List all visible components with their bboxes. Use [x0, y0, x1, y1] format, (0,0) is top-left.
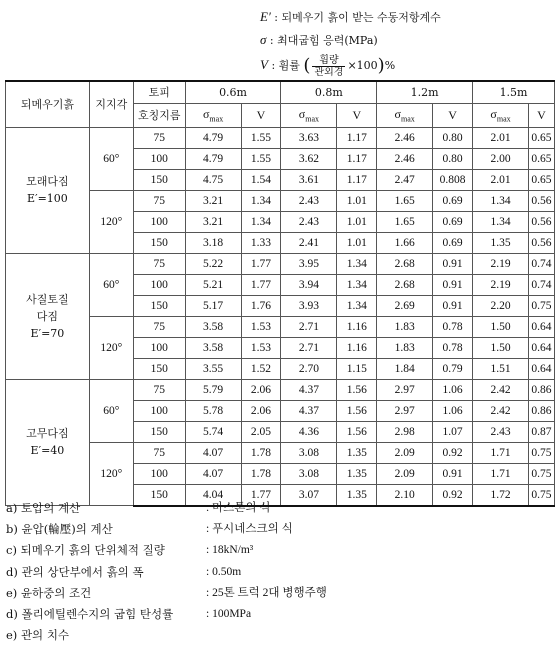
legend-sigma-symbol: σ [260, 32, 267, 47]
sigma-max-cell: 2.19 [473, 253, 529, 274]
deflection-cell: 1.78 [241, 463, 281, 484]
sigma-max-cell: 2.46 [377, 127, 433, 148]
deflection-cell: 1.01 [337, 190, 377, 211]
deflection-cell: 1.17 [337, 127, 377, 148]
sigma-max-cell: 3.58 [185, 337, 241, 358]
deflection-cell: 1.06 [433, 400, 473, 421]
sigma-max-cell: 2.97 [377, 400, 433, 421]
sigma-max-cell: 2.01 [473, 127, 529, 148]
sigma-max-cell: 4.04 [185, 484, 241, 506]
sigma-max-cell: 1.84 [377, 358, 433, 379]
header-depth-2: 1.2m [377, 81, 473, 103]
legend-v-symbol: V [260, 57, 268, 72]
deflection-cell: 0.56 [528, 232, 554, 253]
support-angle-cell: 120° [89, 190, 133, 253]
support-angle-cell: 60° [89, 253, 133, 316]
deflection-cell: 1.01 [337, 211, 377, 232]
deflection-cell: 0.86 [528, 379, 554, 400]
deflection-cell: 1.76 [241, 295, 281, 316]
deflection-fraction [312, 55, 345, 78]
sigma-max-cell: 2.42 [473, 379, 529, 400]
support-angle-cell: 60° [89, 127, 133, 190]
header-v: V [241, 103, 281, 127]
sigma-max-cell: 1.34 [473, 211, 529, 232]
sigma-max-cell: 2.98 [377, 421, 433, 442]
deflection-cell: 1.35 [337, 463, 377, 484]
nominal-diameter-cell: 150 [133, 484, 185, 506]
support-angle-cell: 120° [89, 316, 133, 379]
sigma-max-cell: 4.79 [185, 148, 241, 169]
legend-e-symbol: E′ [260, 9, 271, 24]
note-label: d) 폴리에틸렌수지의 굽힘 탄성률 [6, 607, 174, 622]
deflection-cell: 0.74 [528, 253, 554, 274]
sigma-max-cell: 3.58 [185, 316, 241, 337]
deflection-cell: 1.33 [241, 232, 281, 253]
nominal-diameter-cell: 100 [133, 400, 185, 421]
sigma-max-cell: 3.08 [281, 442, 337, 463]
backfill-type-label: E′=100 [27, 192, 68, 205]
table-body [6, 127, 555, 506]
note-value: : 푸시네스크의 식 [206, 523, 293, 536]
deflection-cell: 1.78 [241, 442, 281, 463]
backfill-type-label: 사질토질 [26, 292, 69, 306]
sigma-max-cell: 3.07 [281, 484, 337, 506]
sigma-max-cell: 3.08 [281, 463, 337, 484]
fraction-denominator: 관외경 [314, 66, 344, 78]
header-sigma: $\sigma_{max}$ [281, 103, 337, 127]
sigma-max-cell: 3.18 [185, 232, 241, 253]
deflection-cell: 1.07 [433, 421, 473, 442]
sigma-max-cell: 5.21 [185, 274, 241, 295]
sigma-max-cell: 4.37 [281, 379, 337, 400]
sigma-max-cell: 3.62 [281, 148, 337, 169]
sigma-max-cell: 2.20 [473, 295, 529, 316]
sigma-max-cell: 2.01 [473, 169, 529, 190]
legend-v-multiplier: ×100 [347, 59, 378, 72]
note-label: c) 되메우기 흙의 단위체적 질량 [6, 543, 165, 558]
header-depth-1: 0.8m [281, 81, 377, 103]
legend-sigma [260, 29, 555, 52]
deflection-cell: 1.16 [337, 316, 377, 337]
nominal-diameter-cell: 100 [133, 211, 185, 232]
header-v: V [528, 103, 554, 127]
nominal-diameter-cell: 100 [133, 148, 185, 169]
sigma-max-cell: 3.95 [281, 253, 337, 274]
note-label: e) 윤하중의 조건 [6, 585, 92, 600]
sigma-max-cell: 4.75 [185, 169, 241, 190]
sigma-max-cell: 2.00 [473, 148, 529, 169]
note-value: : 0.50m [206, 565, 242, 578]
deflection-cell: 0.64 [528, 316, 554, 337]
deflection-cell: 0.69 [433, 190, 473, 211]
deflection-cell: 0.91 [433, 463, 473, 484]
note-value: : 25톤 트럭 2대 병행주행 [206, 586, 327, 599]
deflection-cell: 0.64 [528, 358, 554, 379]
deflection-cell: 0.86 [528, 400, 554, 421]
deflection-cell: 0.74 [528, 274, 554, 295]
deflection-cell: 2.05 [241, 421, 281, 442]
nominal-diameter-cell: 75 [133, 190, 185, 211]
deflection-cell: 0.78 [433, 316, 473, 337]
nominal-diameter-cell: 75 [133, 253, 185, 274]
deflection-cell: 0.69 [433, 211, 473, 232]
deflection-cell: 2.06 [241, 379, 281, 400]
deflection-cell: 1.77 [241, 253, 281, 274]
sigma-max-cell: 1.50 [473, 316, 529, 337]
header-sigma: $\sigma_{max}$ [473, 103, 529, 127]
sigma-max-cell: 4.36 [281, 421, 337, 442]
sigma-max-cell: 3.93 [281, 295, 337, 316]
deflection-cell: 1.34 [241, 211, 281, 232]
deflection-cell: 1.55 [241, 148, 281, 169]
deflection-cell: 0.91 [433, 295, 473, 316]
legend-v-text: : 휨률 [271, 59, 300, 72]
deflection-cell: 1.77 [241, 484, 281, 506]
sigma-max-cell: 2.43 [281, 211, 337, 232]
sigma-max-cell: 2.69 [377, 295, 433, 316]
sigma-max-cell: 2.09 [377, 463, 433, 484]
nominal-diameter-cell: 150 [133, 232, 185, 253]
header-v: V [337, 103, 377, 127]
sigma-max-cell: 1.65 [377, 190, 433, 211]
deflection-cell: 1.15 [337, 358, 377, 379]
sigma-max-cell: 2.42 [473, 400, 529, 421]
note-item [6, 540, 327, 561]
deflection-cell: 1.55 [241, 127, 281, 148]
table-row [6, 379, 555, 400]
header-backfill: 되메우기흙 [6, 81, 90, 127]
sigma-max-cell: 5.17 [185, 295, 241, 316]
nominal-diameter-cell: 150 [133, 358, 185, 379]
backfill-type-label: E′=40 [30, 444, 65, 458]
note-value: : 18kN/m³ [206, 544, 254, 557]
sigma-max-cell: 1.34 [473, 190, 529, 211]
deflection-cell: 1.35 [337, 442, 377, 463]
sigma-max-cell: 2.43 [473, 421, 529, 442]
nominal-diameter-cell: 75 [133, 127, 185, 148]
legend-v [260, 54, 555, 78]
sigma-max-cell: 4.79 [185, 127, 241, 148]
sigma-max-cell: 2.46 [377, 148, 433, 169]
header-depth-3: 1.5m [473, 81, 555, 103]
deflection-cell: 0.80 [433, 148, 473, 169]
sigma-max-cell: 2.10 [377, 484, 433, 506]
deflection-cell: 1.34 [337, 274, 377, 295]
legend-v-unit: % [384, 59, 396, 72]
note-value: : 마스톤의 식 [206, 502, 271, 514]
deflection-cell: 0.92 [433, 484, 473, 506]
deflection-cell: 0.56 [528, 211, 554, 232]
deflection-cell: 1.06 [433, 379, 473, 400]
sigma-max-cell: 1.83 [377, 316, 433, 337]
header-nominal-diameter: 호칭지름 [133, 103, 185, 127]
legend [260, 6, 555, 78]
nominal-diameter-cell: 150 [133, 421, 185, 442]
sigma-max-cell: 1.65 [377, 211, 433, 232]
deflection-cell: 0.65 [528, 148, 554, 169]
deflection-cell: 0.65 [528, 169, 554, 190]
sigma-max-cell: 5.74 [185, 421, 241, 442]
support-angle-cell: 60° [89, 379, 133, 442]
paren-close: ) [377, 55, 385, 76]
deflection-cell: 0.92 [433, 442, 473, 463]
sigma-max-cell: 1.83 [377, 337, 433, 358]
deflection-cell: 2.06 [241, 400, 281, 421]
note-item [6, 498, 327, 519]
sigma-max-cell: 2.19 [473, 274, 529, 295]
note-label: a) 토압의 계산 [6, 501, 81, 515]
deflection-cell: 1.17 [337, 169, 377, 190]
note-item [6, 583, 327, 604]
note-label: e) 관의 치수 [6, 628, 70, 643]
deflection-cell: 1.56 [337, 400, 377, 421]
sigma-max-cell: 4.37 [281, 400, 337, 421]
sigma-max-cell: 5.78 [185, 400, 241, 421]
paren-open: ( [303, 55, 311, 76]
deflection-cell: 1.56 [337, 379, 377, 400]
deflection-cell: 0.80 [433, 127, 473, 148]
note-item [6, 625, 327, 646]
deflection-cell: 0.75 [528, 463, 554, 484]
note-item [6, 519, 327, 540]
deflection-cell: 1.54 [241, 169, 281, 190]
stress-deflection-table [5, 80, 555, 507]
sigma-max-cell: 3.94 [281, 274, 337, 295]
sigma-max-cell: 2.43 [281, 190, 337, 211]
sigma-max-cell: 2.68 [377, 253, 433, 274]
note-label: d) 관의 상단부에서 흙의 폭 [6, 564, 144, 579]
backfill-type-label: E′=70 [30, 326, 65, 340]
nominal-diameter-cell: 100 [133, 274, 185, 295]
sigma-max-cell: 3.21 [185, 190, 241, 211]
sigma-max-cell: 2.47 [377, 169, 433, 190]
sigma-max-cell: 4.07 [185, 442, 241, 463]
notes-list [6, 498, 327, 646]
deflection-cell: 1.16 [337, 337, 377, 358]
deflection-cell: 1.52 [241, 358, 281, 379]
deflection-cell: 0.75 [528, 295, 554, 316]
deflection-cell: 1.56 [337, 421, 377, 442]
deflection-cell: 0.87 [528, 421, 554, 442]
deflection-cell: 0.78 [433, 337, 473, 358]
table-row [6, 127, 555, 148]
sigma-max-cell: 3.21 [185, 211, 241, 232]
sigma-max-cell: 1.71 [473, 463, 529, 484]
sigma-max-cell: 2.97 [377, 379, 433, 400]
header-support-angle: 지지각 [89, 81, 133, 127]
sigma-max-cell: 5.79 [185, 379, 241, 400]
header-v: V [433, 103, 473, 127]
sigma-max-cell: 2.71 [281, 337, 337, 358]
deflection-cell: 0.75 [528, 484, 554, 506]
fraction-numerator: 휨량 [312, 55, 345, 67]
deflection-cell: 1.35 [337, 484, 377, 506]
sigma-max-cell: 2.71 [281, 316, 337, 337]
deflection-cell: 1.34 [337, 295, 377, 316]
support-angle-cell: 120° [89, 442, 133, 506]
header-depth-0: 0.6m [185, 81, 281, 103]
deflection-cell: 1.53 [241, 316, 281, 337]
deflection-cell: 0.79 [433, 358, 473, 379]
note-item [6, 562, 327, 583]
backfill-type-cell [6, 379, 90, 506]
header-cover: 토피 [133, 81, 185, 103]
nominal-diameter-cell: 75 [133, 442, 185, 463]
deflection-cell: 0.64 [528, 337, 554, 358]
note-value: : 100MPa [206, 608, 252, 621]
deflection-cell: 1.34 [337, 253, 377, 274]
nominal-diameter-cell: 100 [133, 337, 185, 358]
sigma-max-cell: 1.50 [473, 337, 529, 358]
sigma-max-cell: 3.61 [281, 169, 337, 190]
legend-sigma-text: : 최대굽힘 응력(MPa) [269, 34, 378, 47]
deflection-cell: 0.75 [528, 442, 554, 463]
nominal-diameter-cell: 150 [133, 169, 185, 190]
backfill-type-label: 다짐 [36, 309, 59, 323]
sigma-max-cell: 3.63 [281, 127, 337, 148]
backfill-type-cell [6, 127, 90, 253]
deflection-cell: 1.01 [337, 232, 377, 253]
deflection-cell: 0.91 [433, 274, 473, 295]
sigma-max-cell: 5.22 [185, 253, 241, 274]
deflection-cell: 1.34 [241, 190, 281, 211]
deflection-cell: 1.53 [241, 337, 281, 358]
note-label: b) 윤압(輪壓)의 계산 [6, 522, 113, 537]
header-sigma: $\sigma_{max}$ [185, 103, 241, 127]
backfill-type-label: 고무다짐 [26, 427, 69, 441]
sigma-max-cell: 2.68 [377, 274, 433, 295]
deflection-cell: 0.56 [528, 190, 554, 211]
table-row [6, 253, 555, 274]
deflection-cell: 1.17 [337, 148, 377, 169]
sigma-max-cell: 1.72 [473, 484, 529, 506]
sigma-max-cell: 1.71 [473, 442, 529, 463]
header-sigma: $\sigma_{max}$ [377, 103, 433, 127]
sigma-max-cell: 2.70 [281, 358, 337, 379]
note-item [6, 604, 327, 625]
sigma-max-cell: 2.41 [281, 232, 337, 253]
sigma-max-cell: 4.07 [185, 463, 241, 484]
sigma-max-cell: 3.55 [185, 358, 241, 379]
backfill-type-label: 모래다짐 [26, 175, 69, 188]
deflection-cell: 1.77 [241, 274, 281, 295]
nominal-diameter-cell: 75 [133, 379, 185, 400]
legend-e-text: : 되메우기 흙이 받는 수동저항계수 [274, 11, 441, 24]
legend-e [260, 6, 555, 29]
backfill-type-cell [6, 253, 90, 379]
sigma-max-cell: 1.51 [473, 358, 529, 379]
sigma-max-cell: 2.09 [377, 442, 433, 463]
deflection-cell: 0.808 [433, 169, 473, 190]
sigma-max-cell: 1.35 [473, 232, 529, 253]
deflection-cell: 0.91 [433, 253, 473, 274]
nominal-diameter-cell: 75 [133, 316, 185, 337]
deflection-cell: 0.65 [528, 127, 554, 148]
deflection-cell: 0.69 [433, 232, 473, 253]
sigma-max-cell: 1.66 [377, 232, 433, 253]
nominal-diameter-cell: 150 [133, 295, 185, 316]
nominal-diameter-cell: 100 [133, 463, 185, 484]
